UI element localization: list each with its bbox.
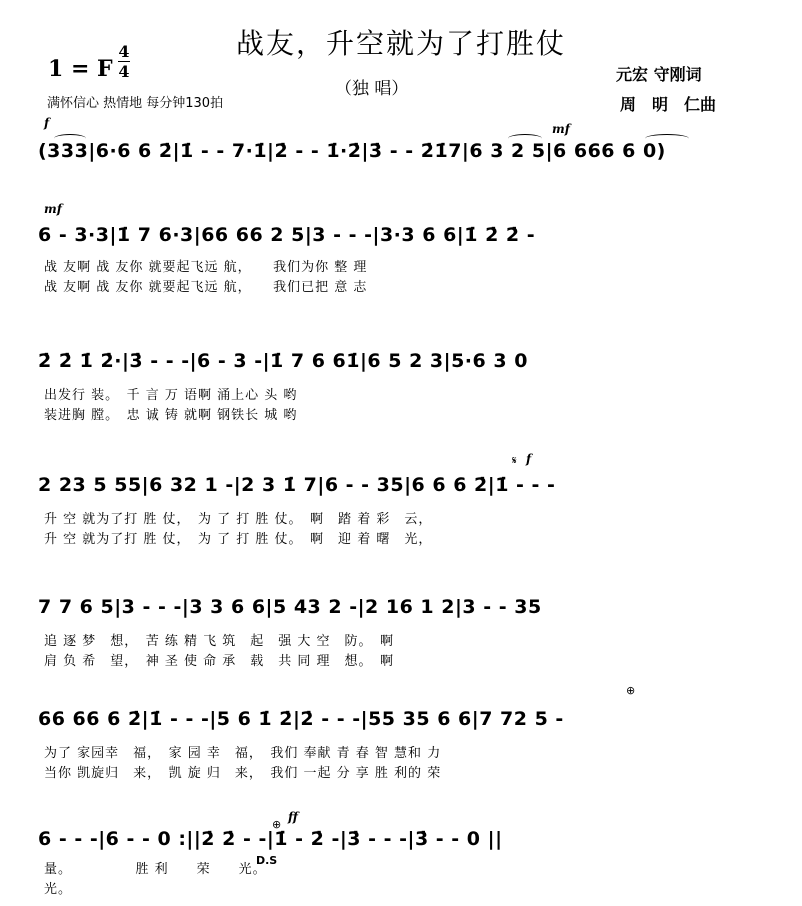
notation-line-1: (333|6·6 6 2̇|1̇ - - 7·1̇|2̇ - - 1̇·2̇|3̇ - - 2̇1̇7|6 3 2 5|6 666 6 0) [38, 140, 666, 162]
notation-line-6: 66 66 6 2̇|1̇ - - -|5 6 1̇ 2̇|2̇ - - -|55 35 6 6|7 72 5 - [38, 708, 564, 730]
lyrics-verse-2-line-7: 光。 [44, 882, 73, 897]
lyrics-verse-1-line-5: 追 逐 梦 想， 苦 练 精 飞 筑 起 强 大 空 防。 啊 [44, 634, 395, 649]
segno-icon: 𝄋 [512, 454, 517, 467]
notation-line-5: 7 7 6 5|3 - - -|3 3 6 6|5 43 2 -|2 16 1 2|3 - - 35 [38, 596, 542, 618]
slur [508, 134, 542, 143]
lyrics-verse-2-line-3: 装进胸 膛。 忠 诚 铸 就啊 钢铁长 城 哟 [44, 408, 298, 423]
lyrics-verse-1-line-2: 战 友啊 战 友你 就要起飞远 航， 我们为你 整 理 [44, 260, 368, 275]
lyrics-verse-2-line-2: 战 友啊 战 友你 就要起飞远 航， 我们已把 意 志 [44, 280, 368, 295]
coda-icon: ⊕ [626, 684, 636, 697]
triplet-bracket [645, 134, 689, 143]
coda-icon-2: ⊕ [272, 818, 282, 831]
key-signature: 1 = F [48, 56, 113, 82]
lyrics-verse-1-line-3: 出发行 装。 千 言 万 语啊 涌上心 头 哟 [44, 388, 298, 403]
dal-segno-mark: D.S [256, 854, 278, 867]
time-signature-top: 4 [118, 42, 130, 61]
notation-line-2: 6 - 3·3|1̇ 7 6·3|66 66 2 5|3 - - -|3·3 6 6|1̇ 2̇ 2̇ - [38, 224, 536, 246]
dynamic-mezzo-forte: mf [552, 122, 570, 136]
lyrics-verse-1-line-4: 升 空 就为了打 胜 仗， 为 了 打 胜 仗。 啊 踏 着 彩 云， [44, 512, 433, 527]
lyricist-credit: 元宏 守刚词 [616, 65, 702, 84]
lyrics-verse-2-line-4: 升 空 就为了打 胜 仗， 为 了 打 胜 仗。 啊 迎 着 曙 光， [44, 532, 433, 547]
time-signature [118, 42, 130, 81]
dynamic-mezzo-forte-2: mf [44, 202, 62, 216]
dynamic-forte-2: f [526, 452, 532, 466]
lyrics-verse-2-line-6: 当你 凯旋归 来， 凯 旋 归 来， 我们 一起 分 享 胜 利的 荣 [44, 766, 442, 781]
lyrics-verse-1-line-6: 为了 家园幸 福， 家 园 幸 福， 我们 奉献 青 春 智 慧和 力 [44, 746, 442, 761]
performance-form: （独 唱） [335, 79, 409, 99]
notation-line-4: 2 23 5 55|6 32 1 -|2 3 1̇ 7|6 - - 35|6 6 6 2̇|1̇ - - - [38, 474, 556, 496]
composer-credit: 周 明 仁曲 [620, 95, 717, 114]
notation-line-7: 6 - - -|6 - - 0 :||2̇ 2̇ - -|1̇ - 2̇ -|3̇ - - -|3̇ - - 0 || [38, 828, 503, 850]
time-signature-bottom: 4 [118, 62, 130, 81]
dynamic-fortissimo: ff [288, 810, 298, 824]
tempo-marking: 满怀信心 热情地 每分钟130拍 [47, 96, 224, 111]
lyrics-verse-2-line-5: 肩 负 希 望， 神 圣 使 命 承 载 共 同 理 想。 啊 [44, 654, 395, 669]
triplet-bracket [54, 134, 86, 143]
page-title: 战友，升空就为了打胜仗 [235, 27, 566, 60]
dynamic-forte: f [44, 116, 50, 130]
lyrics-verse-1-line-7: 量。 胜 利 荣 光。 [44, 862, 267, 877]
notation-line-3: 2̇ 2̇ 1̇ 2̇·|3̇ - - -|6 - 3 -|1̇ 7 6 61̇|6 5 2 3|5·6 3 0 [38, 350, 528, 372]
